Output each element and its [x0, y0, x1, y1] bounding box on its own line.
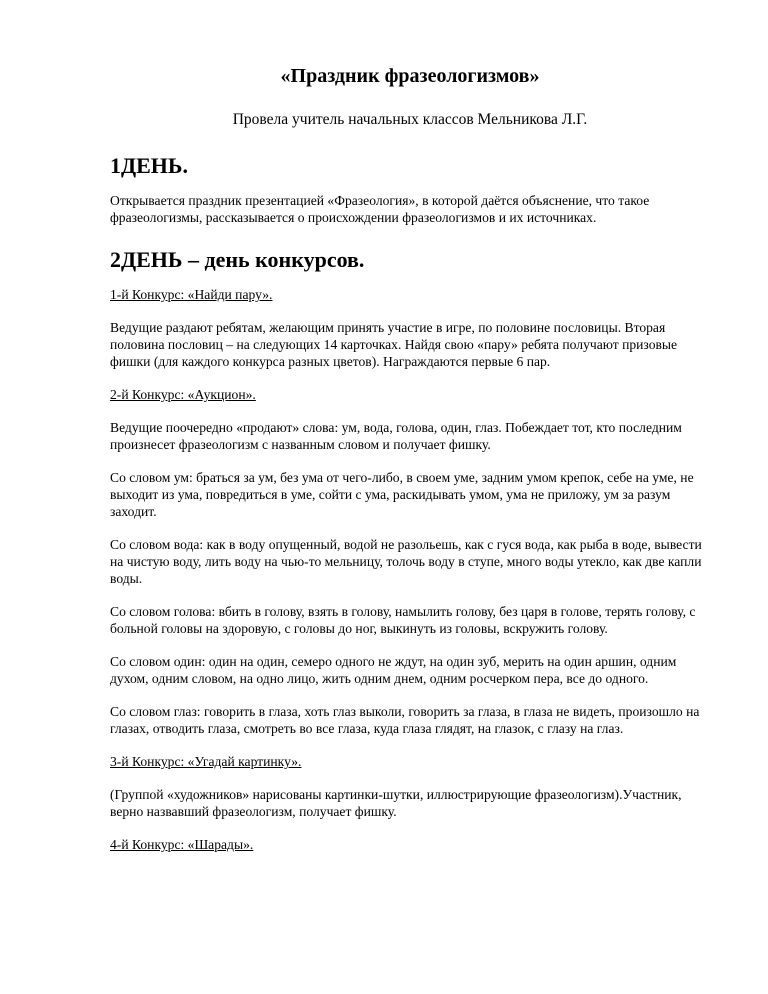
word-voda-paragraph: Со словом вода: как в воду опущенный, водой не разольешь, как с гуся вода, как рыба в воде, вывести на чистую воду, лить воду на чью-то мельницу, толочь воду в ступе, много воды утекло, как две капли воды. [110, 537, 702, 586]
document-body [110, 62, 710, 853]
day2-heading: 2ДЕНЬ – день конкурсов. [110, 247, 365, 272]
contest3-title: 3-й Конкурс: «Угадай картинку». [110, 754, 302, 769]
contest1-text: Ведущие раздают ребятам, желающим принять участие в игре, по половине пословицы. Вторая половина пословиц – на следующих 14 карточках. Найдя свою «пару» ребята получают призовые фишки (для каждого конкурса разных цветов). Награждаются первые 6 пар. [110, 320, 678, 369]
contest2-text: Ведущие поочередно «продают» слова: ум, вода, голова, один, глаз. Побеждает тот, кто последним произнесет фразеологизм с названным словом и получает фишку. [110, 420, 682, 452]
contest1-title: 1-й Конкурс: «Найди пару». [110, 287, 273, 302]
word-um-paragraph: Со словом ум: браться за ум, без ума от чего-либо, в своем уме, задним умом крепок, себе на уме, не выходит из ума, повредиться в уме, сойти с ума, раскидывать умом, ума не приложу, ум за разум заходит. [110, 470, 694, 519]
contest4-title: 4-й Конкурс: «Шарады». [110, 837, 254, 852]
word-odin-paragraph: Со словом один: один на один, семеро одного не ждут, на один зуб, мерить на один аршин, одним духом, одним словом, на одно лицо, жить одним днем, одним росчерком пера, все до одного. [110, 654, 677, 686]
document-title: «Праздник фразеологизмов» [280, 65, 540, 87]
word-golova-paragraph: Со словом голова: вбить в голову, взять в голову, намылить голову, без царя в голове, терять голову, с больной головы на здоровую, с головы до ног, выкинуть из головы, вскружить голову. [110, 604, 696, 636]
word-glaz-paragraph: Со словом глаз: говорить в глаза, хоть глаз выколи, говорить за глаза, в глаза не видеть, произошло на глазах, отводить глаза, смотреть во все глаза, куда глаза глядят, на глазок, с глазу на глаз. [110, 704, 700, 736]
day1-text: Открывается праздник презентацией «Фразеология», в которой даётся объяснение, что такое фразеологизмы, рассказывается о происхождении фразеологизмов и их источниках. [110, 193, 650, 225]
day1-heading: 1ДЕНЬ. [110, 153, 188, 178]
contest2-title: 2-й Конкурс: «Аукцион». [110, 387, 256, 402]
author-line: Провела учитель начальных классов Мельникова Л.Г. [232, 111, 588, 128]
contest3-text: (Группой «художников» нарисованы картинки-шутки, иллюстрирующие фразеологизм).Участник, верно назвавший фразеологизм, получает фишку. [110, 787, 682, 819]
